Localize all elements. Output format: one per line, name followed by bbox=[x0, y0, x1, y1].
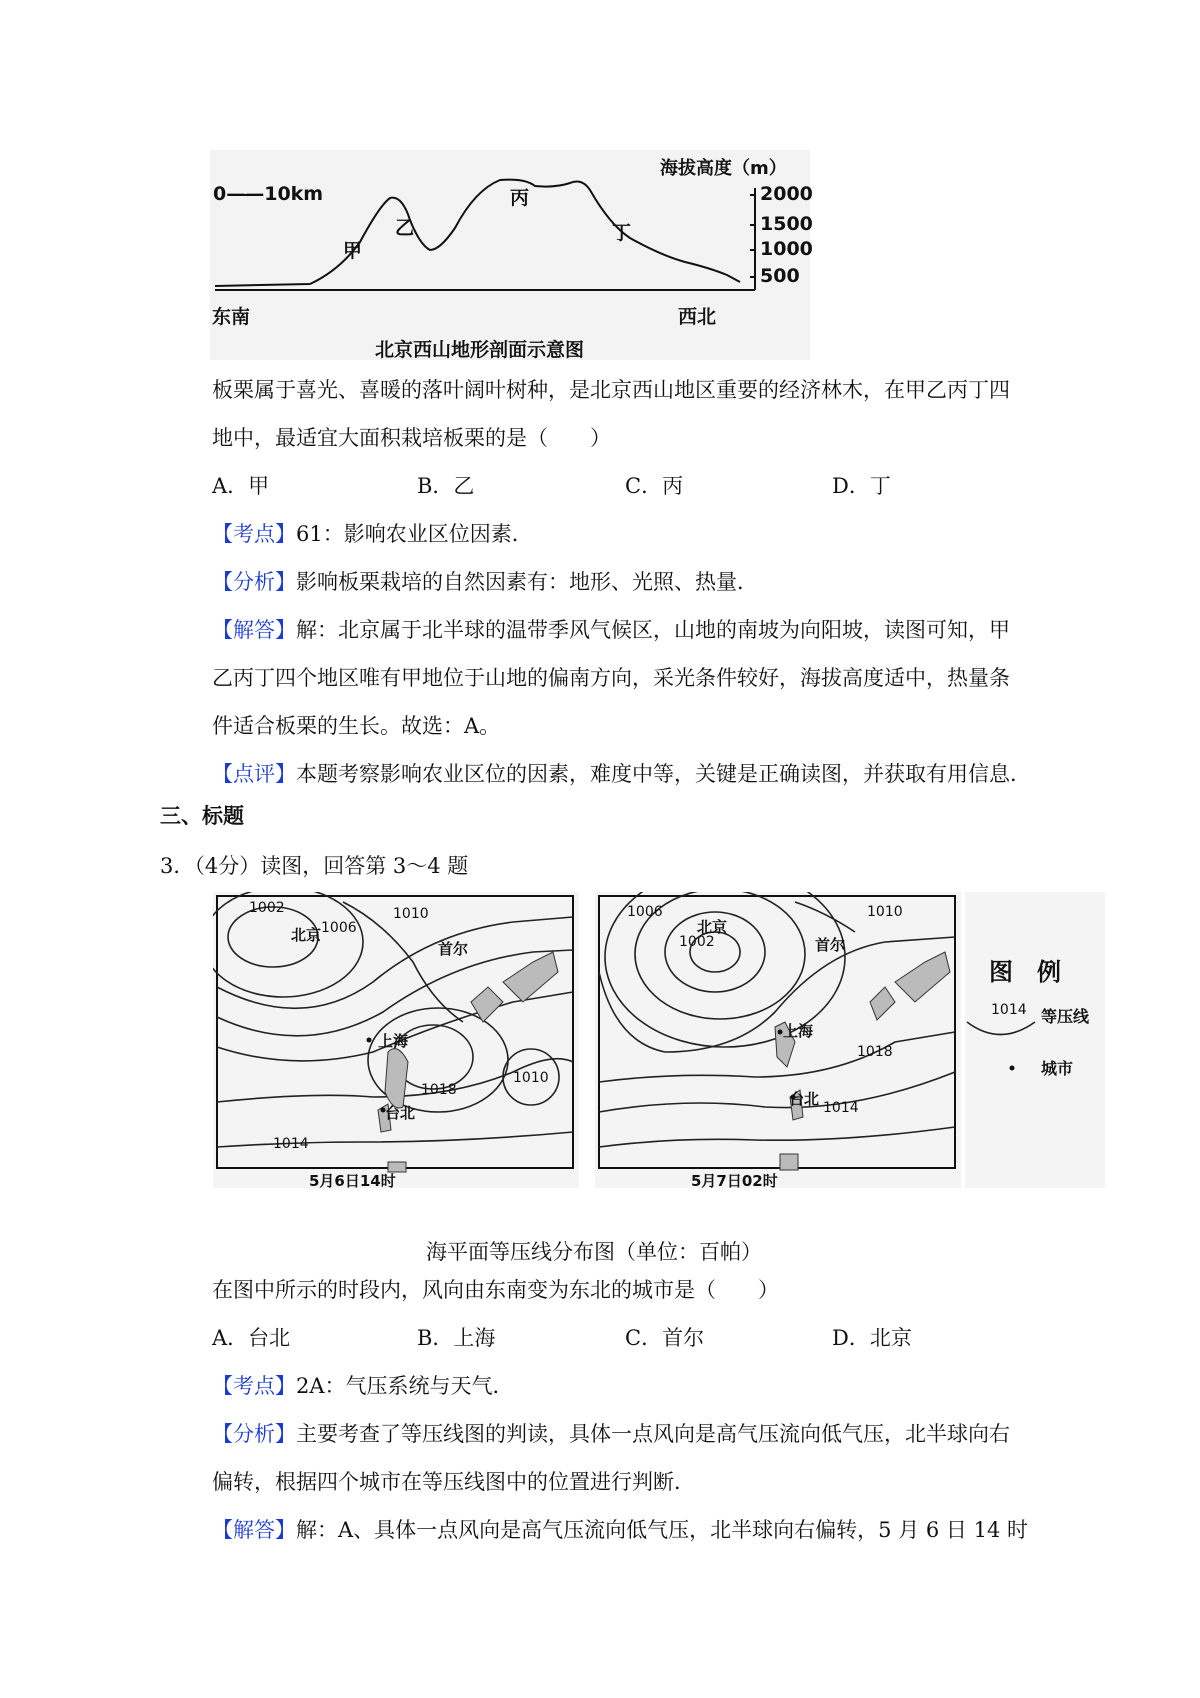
elevation-axis-title: 海拔高度（m） bbox=[660, 158, 787, 179]
may7-label-1018: 1018 bbox=[857, 1044, 893, 1060]
q3-fenxi-line-2: 偏转，根据四个城市在等压线图中的位置进行判断． bbox=[212, 1470, 695, 1494]
q2-option-a: A．甲 bbox=[212, 474, 270, 498]
q3-fenxi-line-1 bbox=[212, 1410, 1032, 1458]
q2-fenxi-tag: 【分析】 bbox=[212, 570, 296, 594]
q3-fenxi-text-1: 主要考查了等压线图的判读，具体一点风向是高气压流向低气压，北半球向右 bbox=[296, 1422, 1010, 1446]
q3-option-c: C．首尔 bbox=[625, 1326, 705, 1350]
profile-label-bing: 丙 bbox=[510, 187, 530, 209]
q3-options bbox=[212, 1314, 1032, 1362]
may7-city-shanghai: 上海 bbox=[783, 1022, 814, 1040]
elevation-tick-1000: 1000 bbox=[760, 238, 813, 260]
map-legend bbox=[965, 892, 1105, 1188]
q2-options bbox=[212, 462, 1032, 510]
isobar-map-may6 bbox=[213, 892, 579, 1188]
q3-header: 3．（4分）读图，回答第 3～4 题 bbox=[160, 854, 469, 878]
may6-city-seoul: 首尔 bbox=[438, 940, 469, 958]
terrain-profile-figure bbox=[210, 150, 813, 361]
terrain-profile-svg bbox=[210, 150, 810, 360]
q2-stem-line-1: 板栗属于喜光、喜暖的落叶阔叶树种，是北京西山地区重要的经济林木，在甲乙丙丁四 bbox=[212, 378, 1010, 402]
q2-jieda-line-3: 件适合板栗的生长。故选：A。 bbox=[212, 714, 501, 738]
q3-jieda-tag: 【解答】 bbox=[212, 1518, 296, 1542]
may7-city-beijing: 北京 bbox=[697, 918, 728, 936]
q2-dianping-text: 本题考察影响农业区位的因素，难度中等，关键是正确读图，并获取有用信息． bbox=[296, 762, 1031, 786]
may6-caption: 5月6日14时 bbox=[309, 1172, 396, 1190]
profile-label-yi: 乙 bbox=[395, 217, 415, 239]
q2-stem-line-2: 地中，最适宜大面积栽培板栗的是（ ） bbox=[212, 426, 611, 450]
q3-option-a: A．台北 bbox=[212, 1326, 291, 1350]
elevation-tick-2000: 2000 bbox=[760, 183, 813, 205]
may7-caption: 5月7日02时 bbox=[691, 1172, 778, 1190]
q3-kaodian-tag: 【考点】 bbox=[212, 1374, 296, 1398]
q2-jieda-line-2: 乙丙丁四个地区唯有甲地位于山地的偏南方向，采光条件较好，海拔高度适中，热量条 bbox=[212, 666, 1010, 690]
q2-kaodian-text: 61：影响农业区位因素． bbox=[296, 522, 533, 546]
q3-jieda-text: 解：A、具体一点风向是高气压流向低气压，北半球向右偏转，5 月 6 日 14 时 bbox=[296, 1518, 1028, 1542]
may6-label-1010-low: 1010 bbox=[513, 1070, 549, 1086]
may7-city-seoul: 首尔 bbox=[815, 936, 846, 954]
q2-fenxi bbox=[212, 558, 1032, 606]
q2-jieda-line-1 bbox=[212, 606, 1032, 654]
q2-dianping bbox=[212, 750, 1032, 798]
q3-fenxi-tag: 【分析】 bbox=[212, 1422, 296, 1446]
q2-jieda-text-1: 解：北京属于北半球的温带季风气候区，山地的南坡为向阳坡，读图可知，甲 bbox=[296, 618, 1010, 642]
may7-label-1002: 1002 bbox=[679, 934, 715, 950]
q3-stem: 在图中所示的时段内，风向由东南变为东北的城市是（ ） bbox=[212, 1278, 779, 1302]
q3-option-d: D．北京 bbox=[832, 1326, 912, 1350]
may6-label-1018: 1018 bbox=[421, 1082, 457, 1098]
q3-option-b: B．上海 bbox=[417, 1326, 496, 1350]
profile-figure-title: 北京西山地形剖面示意图 bbox=[375, 339, 585, 361]
q2-option-c: C．丙 bbox=[625, 474, 684, 498]
may6-city-shanghai: 上海 bbox=[378, 1032, 409, 1050]
may7-city-taipei: 台北 bbox=[789, 1090, 820, 1108]
section-heading: 三、标题 bbox=[160, 804, 244, 828]
isobar-map-may7-svg bbox=[595, 892, 961, 1188]
profile-label-ding: 丁 bbox=[612, 222, 632, 244]
q2-fenxi-text: 影响板栗栽培的自然因素有：地形、光照、热量． bbox=[296, 570, 758, 594]
isobar-map-may7 bbox=[595, 892, 961, 1188]
may6-label-1014: 1014 bbox=[273, 1136, 309, 1152]
may6-label-1006: 1006 bbox=[321, 920, 357, 936]
scale-label: 0——10km bbox=[213, 183, 324, 205]
may7-label-1014: 1014 bbox=[823, 1100, 859, 1116]
may6-city-beijing: 北京 bbox=[291, 926, 322, 944]
may6-label-1002: 1002 bbox=[249, 900, 285, 916]
q2-kaodian-tag: 【考点】 bbox=[212, 522, 296, 546]
legend-title: 图 例 bbox=[989, 958, 1061, 986]
profile-label-jia: 甲 bbox=[343, 240, 363, 262]
profile-left-label: 东南 bbox=[212, 306, 251, 328]
q3-jieda bbox=[212, 1506, 1032, 1554]
may7-label-1006: 1006 bbox=[627, 904, 663, 920]
q2-jieda-tag: 【解答】 bbox=[212, 618, 296, 642]
may6-label-1010: 1010 bbox=[393, 906, 429, 922]
q2-option-b: B．乙 bbox=[417, 474, 475, 498]
elevation-tick-1500: 1500 bbox=[760, 213, 813, 235]
q3-kaodian-text: 2A：气压系统与天气． bbox=[296, 1374, 514, 1398]
legend-city-label: 城市 bbox=[1041, 1059, 1074, 1078]
elevation-tick-500: 500 bbox=[760, 265, 800, 287]
may7-label-1010: 1010 bbox=[867, 904, 903, 920]
q2-option-d: D．丁 bbox=[832, 474, 891, 498]
legend-isobar-label: 等压线 bbox=[1041, 1007, 1090, 1026]
profile-right-label: 西北 bbox=[678, 306, 717, 328]
q2-dianping-tag: 【点评】 bbox=[212, 762, 296, 786]
legend-isobar-value: 1014 bbox=[991, 1002, 1027, 1018]
may6-city-taipei: 台北 bbox=[385, 1104, 416, 1122]
q3-kaodian bbox=[212, 1362, 1032, 1410]
q2-kaodian bbox=[212, 510, 1032, 558]
isobar-figure-title: 海平面等压线分布图（单位：百帕） bbox=[426, 1240, 762, 1264]
